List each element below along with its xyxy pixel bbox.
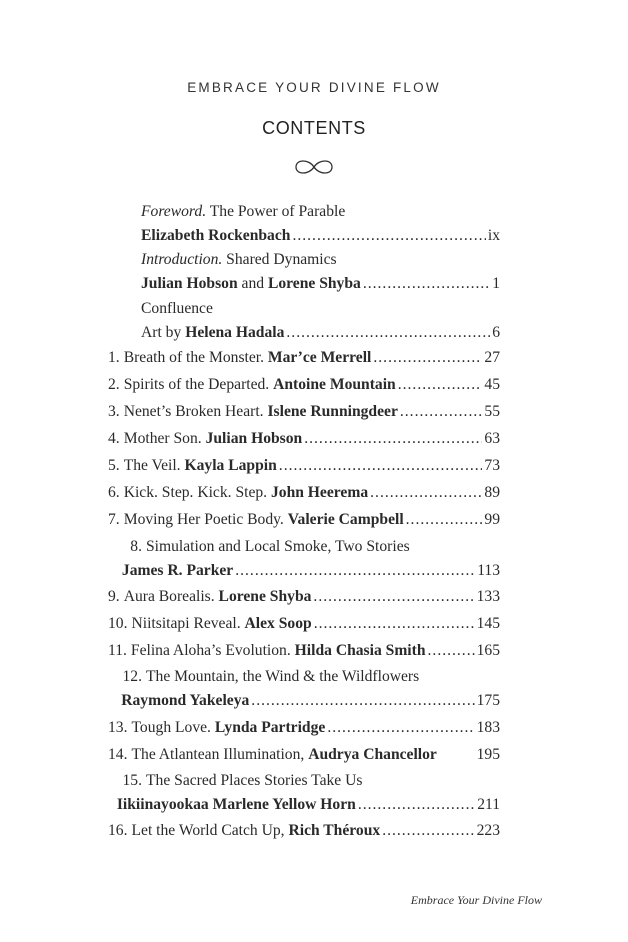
toc-entry-number: 11. [108,642,127,659]
toc-page-number: 195 [476,746,500,763]
toc-line [141,200,500,224]
toc-entry-number: 8. [130,538,142,555]
toc-line [108,585,500,609]
toc-title-text: Art by [141,324,186,341]
toc-entry-number: 15. [122,772,142,789]
toc-line [141,272,500,296]
dot-leader [251,689,474,713]
toc-line [141,297,500,321]
toc-entry-text [117,793,356,817]
toc-author: Audrya Chancellor [308,746,437,763]
toc-line [108,716,500,740]
toc-entry-number: 1. [108,349,120,366]
toc-title-text: Confluence [141,300,213,317]
toc-entry-text [124,346,372,370]
dot-leader [327,716,474,740]
toc-author: Antoine Mountain [273,376,396,393]
toc-line [108,346,500,370]
toc-page-number: 99 [484,511,500,528]
toc-title-text: Felina Aloha’s Evolution. [130,642,295,659]
toc-line [108,689,500,713]
dot-leader [304,427,482,451]
toc-author: Julian Hobson [205,430,303,447]
toc-entry-text [124,508,404,532]
dot-leader [314,612,475,636]
toc-title-text: Kick. Step. Kick. Step. [123,484,271,501]
dot-leader [370,481,482,505]
toc-author: Julian Hobson [141,275,238,292]
toc-line [108,508,500,532]
running-head: EMBRACE YOUR DIVINE FLOW [187,80,441,95]
toc-page-number: 133 [476,588,500,605]
toc-line [108,793,500,817]
toc-title-text: Breath of the Monster. [123,349,268,366]
toc-page-number: 55 [484,403,500,420]
toc-author: Elizabeth Rockenbach [141,227,291,244]
toc-entry-number: 10. [108,615,128,632]
toc-entry-text [141,200,345,224]
toc-entry-text [124,585,312,609]
toc-entry-text [132,743,437,767]
toc-author: Lorene Shyba [267,275,361,292]
toc-entry-text [132,612,312,636]
toc-author: Islene Runningdeer [267,403,398,420]
toc-entry-number: 5. [108,457,120,474]
toc-entry-text [146,665,419,689]
toc-entry-number: 2. [108,376,120,393]
toc-title-text: Let the World Catch Up, [131,822,289,839]
dot-leader [235,559,475,583]
toc-author: Alex Soop [244,615,312,632]
toc-entry-number: 16. [108,822,128,839]
toc-entry-text [124,481,368,505]
toc-entry-number: 7. [108,511,120,528]
toc-entry-text [131,639,426,663]
toc-page-number: 89 [484,484,500,501]
toc-title-text: Mother Son. [123,430,206,447]
toc-entry-text [141,321,284,345]
toc-entry-text [141,297,213,321]
toc-line [108,665,500,689]
toc-page-number: 183 [476,719,500,736]
toc-entry-text [146,535,410,559]
toc-page-number: 145 [476,615,500,632]
dot-leader [313,585,474,609]
toc-title-text: Tough Love. [131,719,215,736]
toc-page-number: 211 [477,796,500,813]
toc-page-number: 73 [484,457,500,474]
toc-line [108,639,500,663]
toc-entry-text [141,248,337,272]
toc-entry-text [146,769,362,793]
toc-author: Lynda Partridge [214,719,326,736]
toc-author: Raymond Yakeleya [121,692,250,709]
toc-entry-number: 9. [108,588,120,605]
toc-title-text: Spirits of the Departed. [123,376,274,393]
toc-line [108,819,500,843]
toc-page-number: 223 [476,822,500,839]
toc-entry-text [122,559,233,583]
toc-line [108,559,500,583]
toc-line [108,535,500,559]
toc-author: Lorene Shyba [218,588,312,605]
toc-entry-text [121,689,249,713]
running-footer: Embrace Your Divine Flow [410,893,542,907]
toc-page-number: 45 [484,376,500,393]
toc-author: Valerie Campbell [287,511,404,528]
toc-entry-number: 14. [108,746,128,763]
toc-author: Hilda Chasia Smith [294,642,426,659]
toc-title-text: The Veil. [123,457,185,474]
toc-entry-number: 12. [122,668,142,685]
toc-page-number: 63 [484,430,500,447]
toc-entry-text [132,819,381,843]
toc-entry-text [124,454,277,478]
toc-page-number: 1 [492,275,500,292]
toc-entry-text [124,427,303,451]
dot-leader [363,272,490,296]
toc-title-text: Foreword. [141,203,207,220]
toc-entry-number: 4. [108,430,120,447]
toc-title-text: Niitsitapi Reveal. [131,615,245,632]
toc-line [108,481,500,505]
toc-author: Iikiinayookaa Marlene Yellow Horn [116,796,356,813]
toc-page-number: 165 [476,642,500,659]
toc-title-text: The Sacred Places Stories Take Us [146,772,363,789]
toc-title-text: Moving Her Poetic Body. [123,511,288,528]
toc-line [108,400,500,424]
dot-leader [279,454,483,478]
dot-leader [398,373,483,397]
toc-line [141,224,500,248]
toc-page-number: 175 [476,692,500,709]
toc-author: Helena Hadala [185,324,285,341]
toc-line [108,612,500,636]
toc-line [108,769,500,793]
toc-title-text: and [237,275,268,292]
toc-entry-text [141,272,361,296]
dot-leader [382,819,474,843]
toc-entry-number: 6. [108,484,120,501]
toc-line [141,321,500,345]
dot-leader [358,793,475,817]
toc-line [108,454,500,478]
toc-author: John Heerema [270,484,369,501]
dot-leader [373,346,482,370]
toc-author: Mar’ce Merrell [267,349,372,366]
toc-entry-number: 13. [108,719,128,736]
toc-author: Kayla Lappin [184,457,277,474]
dot-leader [292,224,485,248]
toc-entry-text [124,373,396,397]
toc-title-text: The Mountain, the Wind & the Wildflowers [146,668,420,685]
toc-page-number: ix [487,227,500,244]
toc-page-number: 113 [477,562,500,579]
toc-entry-text [141,224,290,248]
dot-leader [286,321,490,345]
toc-page-number: 6 [492,324,500,341]
toc-title-text: Aura Borealis. [123,588,219,605]
dot-leader [400,400,483,424]
dot-leader [428,639,475,663]
toc-title-text: Nenet’s Broken Heart. [123,403,268,420]
toc-title-text: The Power of Parable [206,203,346,220]
toc-line [108,373,500,397]
toc-line [108,743,500,767]
toc-title-text: The Atlantean Illumination, [131,746,309,763]
toc-line [141,248,500,272]
toc-entry-number: 3. [108,403,120,420]
toc-entry-text [132,716,326,740]
toc-author: Rich Théroux [288,822,381,839]
toc-page-number: 27 [484,349,500,366]
toc-entry-text [124,400,398,424]
toc-author: James R. Parker [121,562,234,579]
dot-leader [406,508,483,532]
page-title: CONTENTS [262,118,366,138]
toc-title-text: Shared Dynamics [222,251,337,268]
toc-line [108,427,500,451]
toc-title-text: Introduction. [141,251,223,268]
toc-title-text: Simulation and Local Smoke, Two Stories [146,538,410,555]
